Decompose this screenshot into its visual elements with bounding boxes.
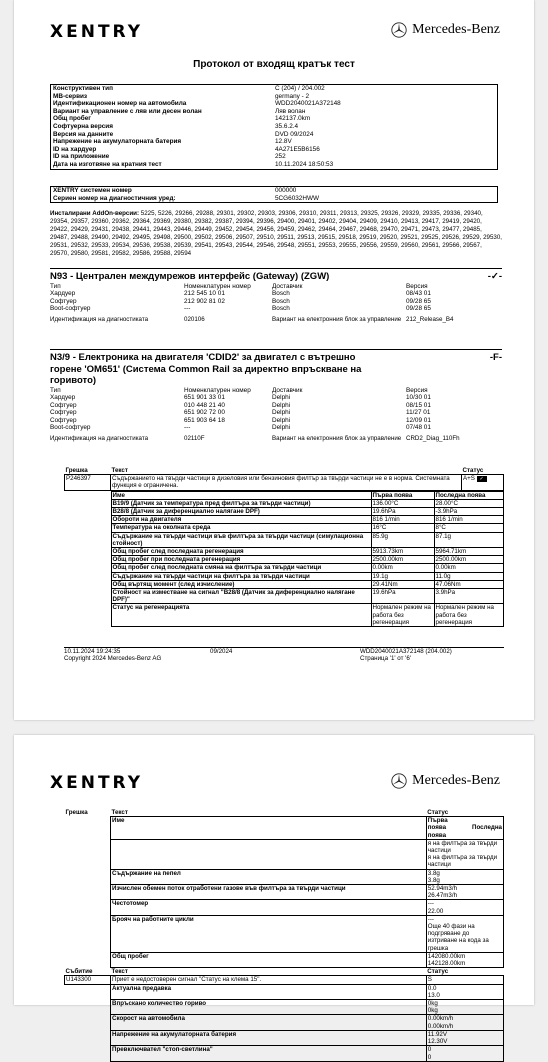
fault-env-header-row [111, 491, 503, 499]
page-footer [64, 647, 504, 663]
vehicle-info-value: DVD 09/2024 [275, 130, 314, 138]
n93-cell: Bosch [272, 305, 290, 312]
fault-env-row [111, 589, 503, 604]
mercedes-star-icon [391, 773, 407, 789]
p2-event-env-values [426, 1030, 503, 1045]
n3-cell: 12/09 01 [406, 416, 431, 424]
mercedes-star-icon [391, 22, 407, 38]
fault-env-value: 5913.73km [371, 548, 434, 556]
p2-event-head-code: Събитие [65, 967, 93, 975]
p2-event-env-name: Впръскано количество гориво [111, 1000, 427, 1015]
p2-env-name: Общ пробег [111, 952, 427, 967]
fault-text: Съдържанието на твърди частици в дизеловия или бензиновия филтър за твърди частици не е в норма. Системната функция е ограничена. [111, 475, 462, 490]
p2-event-env-first: 0.00km/h [427, 1015, 454, 1023]
vehicle-info-value: 142137.0km [275, 115, 311, 123]
fault-head-text: Текст [111, 467, 128, 474]
p2-env-name: Изчислен обемен поток отработени газове във филтъра за твърди частици [111, 885, 427, 900]
fault-env-name: Общ пробег след последната смяна на филтъра за твърди частици [111, 564, 371, 572]
n3-cell: Софтуер [50, 409, 77, 416]
n3-header: Версия [406, 386, 428, 394]
n93-header-row [50, 283, 502, 291]
p2-event-env-first: 11.92V [427, 1030, 447, 1038]
system-info-box [50, 186, 498, 203]
n3-variant-label: Вариант на електронния блок за управление [272, 434, 402, 442]
footer-datetime: 10.11.2024 19:24:35 [64, 648, 121, 655]
n93-cell: Софтуер [50, 297, 77, 305]
n93-cell: Bosch [272, 297, 290, 305]
fault-table [64, 467, 504, 627]
p2-env-first: --- [427, 900, 434, 908]
p2-env-header [426, 817, 503, 840]
fault-env-value: 28.00°C [434, 499, 503, 507]
p2-event-row [65, 976, 504, 984]
system-info-key: XENTRY системен номер [53, 187, 132, 194]
p2-env-header-first: Първа поява [427, 817, 448, 832]
p2-event-head-text: Текст [111, 968, 128, 976]
p2-event-env-values [426, 984, 503, 999]
p2-env-first: 3.8g [427, 869, 440, 877]
report-page-1 [14, 0, 534, 720]
n93-row [50, 305, 502, 313]
n93-variant-label: Вариант на електронния блок за управление [272, 315, 402, 323]
p2-env-last: Още 40 фази на подгряване до изтриване на кода за грешка [427, 923, 489, 952]
fault-environment-table [111, 491, 504, 627]
fault-head-code: Грешка [65, 467, 88, 474]
n3-variant-value: CRD2_Diag_110Fh [406, 434, 460, 442]
fault-env-name: Стойност на изместване на сигнал "B28/8 (Датчик за диференциално налягане DPF)" [111, 589, 371, 604]
p2-event-env-values [426, 1000, 503, 1015]
vehicle-info-key: Идентификационен номер на автомобила [53, 100, 187, 108]
p2-env-name: Съдържание на пепел [111, 869, 427, 884]
fault-env-header: Първа поява [371, 491, 434, 499]
p2-event-env-values [426, 1015, 503, 1030]
n93-cell: Хардуер [50, 290, 76, 297]
n93-cell: Bosch [272, 290, 290, 297]
footer-vin: WDD2040021A372148 (204.002) [360, 648, 452, 655]
addon-versions [50, 210, 502, 257]
vehicle-info-key: Общ пробег [53, 115, 91, 123]
xentry-logo: XENTRY [50, 22, 144, 42]
system-info-row [53, 187, 495, 195]
n3-table [50, 387, 502, 432]
n93-cell: 09/28 65 [406, 297, 431, 305]
vehicle-info-value: 12.8V [275, 138, 292, 146]
n3-title: N3/9 - Електроника на двигателя 'CDID2' за двигател с вътрешно горене 'OM651' (Система Common Rail за директно впръскване на горивото) [50, 352, 362, 386]
n3-diag-value: 02110F [184, 434, 205, 442]
addon-label: Инсталирани AddOn-версии: [50, 210, 140, 217]
vehicle-info-row [53, 146, 495, 154]
p2-env-row [65, 900, 504, 915]
fault-env-value: 8°C [434, 524, 503, 532]
system-info-row [53, 195, 495, 203]
n93-header: Номенклатурен номер [184, 282, 251, 290]
n93-header: Доставчик [272, 282, 303, 290]
vehicle-info-box [50, 84, 498, 170]
p2-event-env-first: 0.0 [427, 984, 437, 992]
n3-cell: 651 902 72 00 [184, 409, 225, 416]
p2-fault-head-row [65, 809, 504, 817]
fault-env-value: 5964.71km [434, 548, 503, 556]
p2-env-values [426, 885, 503, 900]
n93-cell: 08/43 01 [406, 290, 431, 297]
n93-diag-label: Идентификация на диагностиката [50, 315, 149, 323]
p2-env-name: Честотомер [111, 900, 427, 915]
p2-event-env-values [426, 1046, 503, 1061]
mercedes-logo [391, 22, 500, 38]
fault-env-row [111, 548, 503, 556]
fault-env-value: 3.9hPa [434, 589, 503, 604]
vehicle-info-row [53, 100, 495, 108]
p2-event-env-first: 0 [427, 1046, 432, 1054]
n93-row [50, 298, 502, 306]
p2-env-values [426, 869, 503, 884]
p2-event-env-row [65, 1015, 504, 1030]
n3-cell: 07/48 01 [406, 424, 431, 431]
n3-cell: 010 448 21 40 [184, 401, 225, 409]
p2-event-env-last: 0.00km/h [427, 1022, 454, 1030]
p2-env-values [426, 915, 503, 952]
fault-env-value: 816 1/min [434, 516, 503, 524]
vehicle-info-row [53, 85, 495, 93]
p2-event-env-row [65, 1000, 504, 1015]
fault-env-row [111, 524, 503, 532]
p2-env-row [65, 869, 504, 884]
fault-env-value: 19.1g [371, 572, 434, 580]
vehicle-info-row [53, 123, 495, 131]
n3-cell: 08/15 01 [406, 401, 431, 409]
fault-env-row [111, 516, 503, 524]
fault-env-name: Статус на регенерацията [111, 604, 371, 627]
n3-cell: Delphi [272, 424, 291, 431]
p2-env-first: --- [427, 915, 434, 923]
p2-event-status: S [426, 976, 503, 984]
fault-env-name: Обороти на двигателя [111, 516, 371, 524]
p2-env-header-row [65, 817, 504, 840]
n93-diag-row [50, 316, 502, 323]
mercedes-wordmark-2: Mercedes-Benz [412, 773, 500, 788]
fault-env-row [111, 532, 503, 547]
vehicle-info-row [53, 115, 495, 123]
fault-env-value: Нормален режим на работа без регенерация [434, 604, 503, 627]
n93-cell: Boot-софтуер [50, 305, 91, 312]
n3-cell: 10/30 01 [406, 394, 431, 401]
fault-env-name: B28/8 (Датчик за диференциално налягане DPF) [111, 508, 371, 516]
p2-env-name: Брояч на работните цикли [111, 915, 427, 952]
n93-cell: 212 902 81 02 [184, 297, 225, 305]
vehicle-info-row [53, 153, 495, 161]
fault-status-cell [462, 475, 504, 490]
system-info-key: Сериен номер на диагностичния уред: [53, 194, 176, 202]
p2-env-header-last: Последна поява [427, 824, 502, 839]
n93-variant-value: 212_Release_B4 [406, 315, 454, 323]
fault-env-value: -3.9hPa [434, 508, 503, 516]
p2-env-values [426, 900, 503, 915]
footer-page: Страница '1' от '6' [360, 655, 411, 663]
p2-env-last: 3.8g [427, 876, 440, 884]
fault-env-name: Температура на околната среда [111, 524, 371, 532]
n3-cell: Delphi [272, 416, 291, 424]
fault-env-header: Последна поява [434, 491, 503, 499]
fault-main-row [65, 475, 504, 490]
n3-title-row [50, 349, 502, 387]
p2-fault-head-code: Грешка [65, 809, 88, 816]
n3-cell: Delphi [272, 394, 291, 401]
n93-header: Версия [406, 282, 428, 290]
fault-env-value: 816 1/min [371, 516, 434, 524]
vehicle-info-key: Дата на изготвяне на кратния тест [53, 160, 162, 168]
vehicle-info-value: C (204) / 204.002 [275, 85, 325, 92]
fault-env-header: Име [111, 491, 371, 499]
p2-event-env-name: Скорост на автомобила [111, 1015, 427, 1030]
p2-event-env-row [65, 1030, 504, 1045]
n3-cell: Delphi [272, 401, 291, 409]
vehicle-info-row [53, 161, 495, 169]
p2-event-env-last: 12.30V [427, 1038, 448, 1046]
n93-cell: 212 545 10 01 [184, 290, 225, 297]
p2-env-subheader-last: я на филтъра за твърди частици [427, 854, 498, 869]
n93-title-row [50, 268, 502, 283]
fault-env-row [111, 564, 503, 572]
p2-event-env-last: 0kg [427, 1007, 438, 1015]
p2-env-subheader [426, 839, 503, 869]
vehicle-info-key: Версия на данните [53, 130, 114, 138]
fault-env-row [111, 508, 503, 516]
vehicle-info-key: МВ-сервиз [53, 92, 88, 100]
n3-cell: 651 903 64 18 [184, 416, 225, 424]
fault-env-row [111, 580, 503, 588]
p2-env-subheader-first: я на филтъра за твърди частици [427, 839, 498, 855]
mercedes-logo-2 [391, 773, 500, 789]
vehicle-info-row [53, 138, 495, 146]
system-info-value: 5CG6032HWW [275, 194, 320, 202]
fault-env-value: 136.00°C [371, 499, 434, 507]
n3-diag-label: Идентификация на диагностиката [50, 434, 149, 442]
n3-cell: Софтуер [50, 416, 77, 424]
n93-title: N93 - Централен междумрежов интерфейс (Gateway) (ZGW) [50, 271, 330, 282]
p2-event-env-row [65, 1046, 504, 1061]
n93-cell: --- [184, 305, 191, 312]
system-info-value: 000000 [275, 187, 297, 194]
vehicle-info-value: germany - 2 [275, 92, 310, 100]
p2-env-last: 26.47m3/h [427, 892, 458, 900]
p2-env-header: Име [111, 817, 427, 840]
p2-event-head-row [65, 968, 504, 976]
n3-cell: 651 901 33 01 [184, 394, 225, 401]
fault-env-value: 2500.00km [371, 556, 434, 564]
p2-event-head-status: Статус [427, 968, 449, 976]
p2-env-values [426, 952, 503, 967]
p2-env-row [65, 915, 504, 952]
fault-env-value: 29.41Nm [371, 580, 434, 588]
fault-env-value: 19.6hPa [371, 589, 434, 604]
vehicle-info-value: 10.11.2024 18:50:53 [275, 160, 334, 168]
fault-env-name: Съдържание на твърди частици във филтъра за твърди частици (симулационна стойност) [111, 532, 371, 547]
p2-fault-head-text: Текст [111, 809, 128, 816]
p2-event-env-row [65, 984, 504, 999]
vehicle-info-value: 252 [275, 153, 286, 161]
n3-cell: Delphi [272, 409, 291, 416]
vehicle-info-value: 4A271E5B6156 [275, 145, 320, 153]
n3-cell: Хардуер [50, 394, 76, 401]
vehicle-info-value: WDD2040021A372148 [275, 100, 341, 108]
vehicle-info-key: Напрежение на акумулаторната батерия [53, 138, 182, 146]
fault-code: P246397 [65, 475, 111, 490]
p2-event-code: U143300 [65, 976, 111, 984]
p2-event-env-last: 0 [427, 1053, 432, 1061]
n3-header: Доставчик [272, 386, 303, 394]
fault-env-value: 16°C [371, 524, 434, 532]
footer-copyright: Copyright 2024 Mercedes-Benz AG [64, 655, 162, 663]
fault-env-name: Общ пробег при последната регенерация [111, 556, 371, 564]
p2-event-text: Приет е недостоверен сигнал "Статус на клема 15". [111, 976, 427, 984]
n93-cell: 09/28 65 [406, 305, 431, 312]
addon-list: 5225, 5226, 29266, 29288, 29301, 29302, 29303, 29306, 29310, 29311, 29313, 29325, 29326, 29329, 29335, 29336, 29340, 29354, 29357, 29360, 29362, 29364, 29369, 29380, 29382, 29387, 29394, 29396, 29400, 29401, 29402, 29404, 29409, 29410, 29413, 29417, 29419, 29420, 29422, 29429, 29431, 29438, 29441, 29443, 29446, 29449, 29452, 29454, 29456, 29459, 29462, 29464, 29467, 29468, 29470, 29471, 29473, 29477, 29485, 29487, 29488, 29490, 29492, 29495, 29498, 29500, 29502, 29506, 29507, 29510, 29511, 29513, 29515, 29518, 29519, 29520, 29521, 29525, 29526, 29529, 29530, 29531, 29532, 29533, 29534, 29536, 29538, 29539, 29541, 29543, 29544, 29546, 29548, 29551, 29553, 29555, 29556, 29559, 29560, 29561, 29566, 29567, 29570, 29580, 29581, 29582, 29586, 29588, 29594 [50, 210, 502, 257]
fault-env-value: 47.06Nm [434, 580, 503, 588]
vehicle-info-key: ID на хардуер [53, 145, 97, 153]
n3-cell: Софтуер [50, 401, 77, 409]
n93-header: Тип [50, 282, 61, 290]
vehicle-info-key: ID на приложение [53, 153, 110, 161]
fault-env-value: 19.6hPa [371, 508, 434, 516]
fault-env-value: Нормален режим на работа без регенерация [371, 604, 434, 627]
p2-fault-head-status: Статус [427, 809, 449, 816]
n3-header: Номенклатурен номер [184, 386, 251, 394]
p2-env-first: 142080.00km [427, 952, 466, 960]
p2-event-env-name: Актуална предавка [111, 984, 427, 999]
fault-env-value: 0.00km [371, 564, 434, 572]
n93-section [50, 268, 502, 323]
n3-row [50, 402, 502, 410]
p2-env-last: 22.00 [427, 907, 444, 915]
p2-env-first: 52.94m3/h [427, 885, 458, 893]
n3-row [50, 394, 502, 402]
n93-table [50, 283, 502, 313]
n93-status: -✓- [487, 271, 502, 282]
p2-event-env-first: 0kg [427, 1000, 438, 1008]
n3-row [50, 417, 502, 425]
vehicle-info-row [53, 108, 495, 116]
n3-header: Тип [50, 386, 61, 394]
fault-env-value: 2500.00km [434, 556, 503, 564]
fault-env-value: 0.00km [434, 564, 503, 572]
fault-status: A+S [463, 475, 475, 483]
fault-env-name: B19/9 (Датчик за температура пред филтъра за твърди частици) [111, 499, 371, 507]
n3-cell: 11/27 01 [406, 409, 431, 416]
footer-dvd: 09/2024 [210, 648, 233, 655]
vehicle-info-row [53, 93, 495, 101]
xentry-logo-2: XENTRY [50, 773, 144, 793]
check-icon: ✓ [477, 476, 487, 482]
fault-env-row [111, 499, 503, 507]
n3-header-row [50, 387, 502, 395]
fault-env-name: Общ въртящ момент (след изчисление) [111, 580, 371, 588]
n3-status: -F- [489, 352, 502, 363]
fault-env-row [111, 572, 503, 580]
vehicle-info-key: Вариант на управление с ляв или десен волан [53, 107, 202, 115]
p2-env-subheader-row [65, 839, 504, 869]
fault-head-row [65, 467, 504, 475]
report-page-2 [14, 735, 534, 1061]
p2-env-row [65, 952, 504, 967]
n3-cell: --- [184, 424, 191, 431]
vehicle-info-key: Софтуерна версия [53, 122, 113, 130]
n3-diag-row [50, 435, 502, 442]
fault-env-value: 87.1g [434, 532, 503, 547]
report-title: Протокол от входящ кратък тест [193, 59, 355, 70]
p2-env-row [65, 885, 504, 900]
n3-row [50, 424, 502, 432]
p2-event-env-name: Превключвател "стоп-светлина" [111, 1046, 427, 1061]
p2-event-env-name: Напрежение на акумулаторната батерия [111, 1030, 427, 1045]
n3-row [50, 409, 502, 417]
vehicle-info-value: Ляв волан [275, 107, 306, 115]
n3-cell: Boot-софтуер [50, 424, 91, 431]
vehicle-info-value: 35.6.2.4 [275, 122, 299, 130]
fault-env-value: 11.0g [434, 572, 503, 580]
fault-env-row [111, 556, 503, 564]
n3-section [50, 349, 502, 442]
fault-env-value: 85.9g [371, 532, 434, 547]
fault-detail-row [65, 490, 504, 627]
page2-fault-table [64, 809, 504, 1062]
fault-head-status: Статус [462, 467, 484, 474]
vehicle-info-key: Конструктивен тип [53, 85, 113, 92]
p2-env-last: 142128.00km [427, 960, 466, 968]
p2-event-env-last: 13.0 [427, 991, 440, 999]
fault-env-name: Общ пробег след последната регенерация [111, 548, 371, 556]
n93-diag-value: 020106 [184, 315, 205, 323]
fault-env-name: Съдържание на твърди частици на филтъра за твърди частици [111, 572, 371, 580]
n93-row [50, 290, 502, 298]
mercedes-wordmark: Mercedes-Benz [412, 22, 500, 37]
vehicle-info-row [53, 131, 495, 139]
fault-env-row [111, 604, 503, 627]
